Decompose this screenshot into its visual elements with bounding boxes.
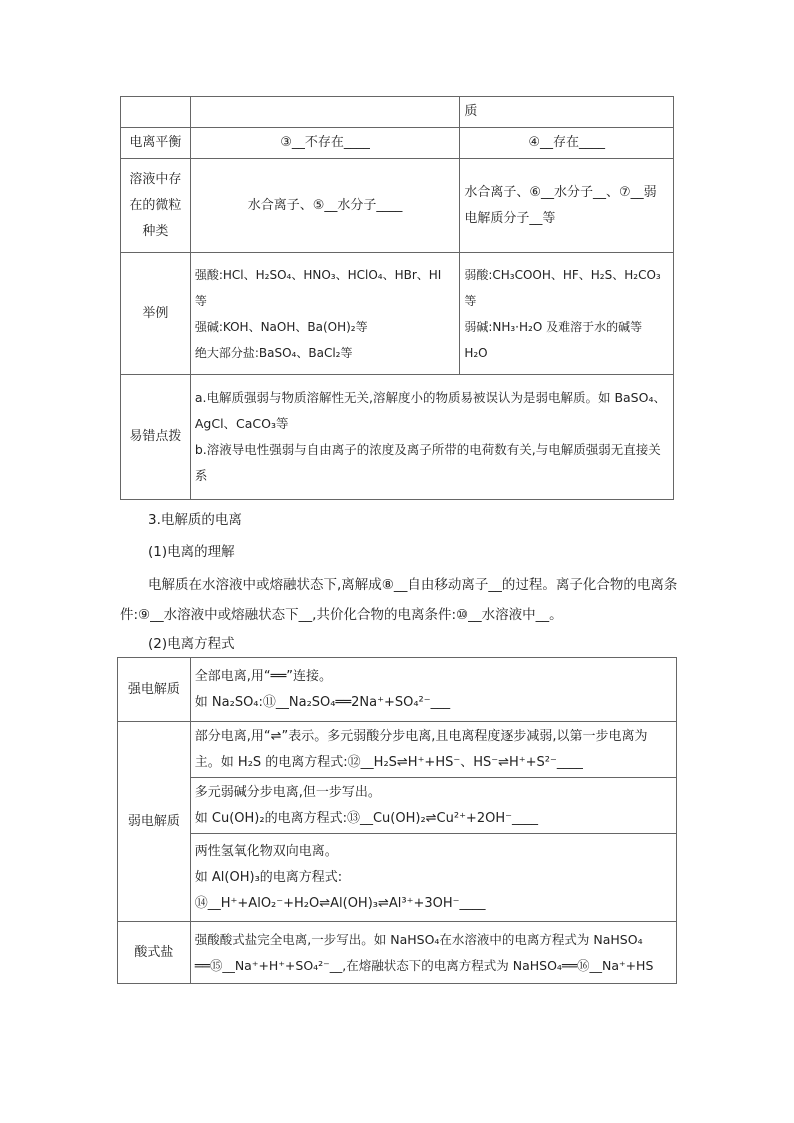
table-row [121,97,674,128]
row-label: 酸式盐 [118,922,191,984]
cell-line: 强碱:KOH、NaOH、Ba(OH)₂等 [194,319,368,334]
cell-line: 强酸:HCl、H₂SO₄、HNO₃、HClO₄、HBr、HI 等 [194,267,442,308]
table-cell [460,159,674,253]
table-cell: ③__不存在____ [190,128,459,159]
subsection-heading: (1)电离的理解 [148,544,235,560]
table-row [118,922,677,984]
cell-line: 电解质分子__等 [464,210,556,226]
table-cell [190,922,676,984]
electrolyte-comparison-table [120,96,674,500]
table-row [118,722,677,778]
table-cell: 质 [460,97,674,128]
row-label: 溶液中存在的微粒种类 [121,159,191,253]
row-label: 弱电解质 [118,722,191,922]
table-cell [190,722,676,778]
cell-line: 弱碱:NH₃·H₂O 及难溶于水的碱等 [464,319,643,334]
row-label: 举例 [121,253,191,375]
cell-line: 全部电离,用“══”连接。 [194,668,333,684]
row-label: 强电解质 [118,658,191,722]
cell-line: 强酸酸式盐完全电离,一步写出。如 NaHSO₄在水溶液中的电离方程式为 NaHSO₄ [194,931,643,947]
table-row [121,159,674,253]
table-cell: 水合离子、⑤__水分子____ [190,159,459,253]
section-heading: 3.电解质的电离 [148,512,242,528]
table-cell [190,253,459,375]
table-cell [190,834,676,922]
cell-line: H₂O [464,345,488,360]
table-row [118,778,677,834]
cell-line: 如 Na₂SO₄:⑪__Na₂SO₄══2Na⁺+SO₄²⁻___ [194,694,451,710]
cell-line: 水合离子、⑥__水分子__、⑦__弱 [464,184,657,200]
table-cell: ④__存在____ [460,128,674,159]
cell-line: 多元弱碱分步电离,但一步写出。 [194,784,381,800]
table-cell [190,375,673,500]
cell-line: 绝大部分盐:BaSO₄、BaCl₂等 [194,345,353,360]
row-label: 电离平衡 [121,128,191,159]
paragraph: 电解质在水溶液中或熔融状态下,离解成⑧__自由移动离子__的过程。离子化合物的电离条件:⑨__水溶液中或熔融状态下__,共价化合物的电离条件:⑩__水溶液中__。 [120,577,678,623]
table-row [121,128,674,159]
table-row [118,834,677,922]
subsection-heading: (2)电离方程式 [148,636,235,652]
table-row [118,658,677,722]
cell-line: ⑭__H⁺+AlO₂⁻+H₂O⇌Al(OH)₃⇌Al³⁺+3OH⁻____ [194,895,486,911]
cell-line: ══⑮__Na⁺+H⁺+SO₄²⁻__,在熔融状态下的电离方程式为 NaHSO₄══⑯__Na⁺+HS [194,957,654,973]
table-cell [460,253,674,375]
table-cell [190,778,676,834]
cell-line: 如 Al(OH)₃的电离方程式: [194,869,343,885]
table-row [121,375,674,500]
cell-line: 弱酸:CH₃COOH、HF、H₂S、H₂CO₃等 [464,267,661,308]
cell-line: b.溶液导电性强弱与自由离子的浓度及离子所带的电荷数有关,与电解质强弱无直接关系 [194,442,661,483]
table-cell [190,658,676,722]
row-label: 易错点拨 [121,375,191,500]
cell-line: 如 Cu(OH)₂的电离方程式:⑬__Cu(OH)₂⇌Cu²⁺+2OH⁻____ [194,810,538,826]
ionization-equation-table [117,657,677,984]
cell-line: 部分电离,用“⇌”表示。多元弱酸分步电离,且电离程度逐步减弱,以第一步电离为主。如 H₂S 的电离方程式:⑫__H₂S⇌H⁺+HS⁻、HS⁻⇌H⁺+S²⁻____ [194,728,648,770]
table-row [121,253,674,375]
cell-line: 两性氢氧化物双向电离。 [194,843,338,859]
cell-line: a.电解质强弱与物质溶解性无关,溶解度小的物质易被误认为是弱电解质。如 BaSO₄、AgCl、CaCO₃等 [194,390,666,431]
